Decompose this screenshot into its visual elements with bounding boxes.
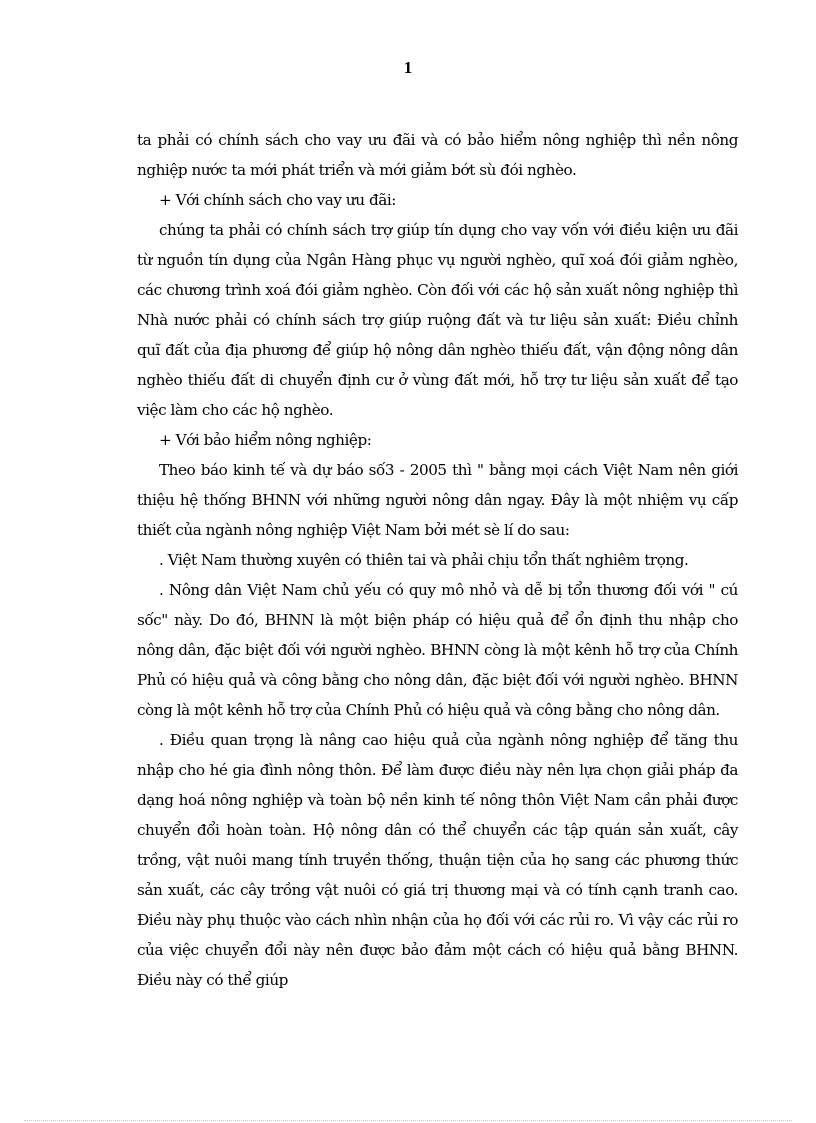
paragraph: . Việt Nam thường xuyên có thiên tai và phải chịu tổn thất nghiêm trọng. [159,551,689,569]
paragraph: + Với bảo hiểm nông nghiệp: [159,431,372,449]
paragraph: + Với chính sách cho vay ưu đãi: [159,191,396,209]
paragraph: . Điều quan trọng là nâng cao hiệu quả của ngành nông nghiệp để tăng thu nhập cho hé gia đình nông thôn. Để làm được điều này nên lựa chọn giải pháp đa dạng hoá nông nghiệp và toàn bộ nền kinh tế nông thôn Việt Nam cần phải được chuyển đổi hoàn toàn. Hộ nông dân có thể chuyển các tập quán sản xuất, cây trồng, vật nuôi mang tính truyền thống, thuận tiện của họ sang các phương thức sản xuất, các cây trồng vật nuôi có giá trị thương mại và có tính cạnh tranh cao. Điều này phụ thuộc vào cách nhìn nhận của họ đối với các rủi ro. Vì vậy các rủi ro của việc chuyển đổi này nên được bảo đảm một cách có hiệu quả bằng BHNN. Điều này có thể giúp [137,731,738,989]
paragraph: Theo báo kinh tế và dự báo số3 - 2005 thì " bằng mọi cách Việt Nam nên giới thiệu hệ thống BHNN với những người nông dân ngay. Đây là một nhiệm vụ cấp thiết của ngành nông nghiệp Việt Nam bởi mét sè lí do sau: [137,461,738,539]
paragraph: ta phải có chính sách cho vay ưu đãi và có bảo hiểm nông nghiệp thì nền nông nghiệp nước ta mới phát triển và mới giảm bớt sù đói nghèo. [137,131,738,179]
page-bottom-divider [24,1120,792,1121]
paragraph: . Nông dân Việt Nam chủ yếu có quy mô nhỏ và dễ bị tổn thương đối với " cú sốc" này. Do đó, BHNN là một biện pháp có hiệu quả để ổn định thu nhập cho nông dân, đặc biệt đối với người nghèo. BHNN còng là một kênh hỗ trợ của Chính Phủ có hiệu quả và công bằng cho nông dân, đặc biệt đối với người nghèo. BHNN còng là một kênh hỗ trợ của Chính Phủ có hiệu quả và công bằng cho nông dân. [137,581,738,719]
page-number: 1 [403,58,413,77]
document-body [137,125,738,995]
paragraph: chúng ta phải có chính sách trợ giúp tín dụng cho vay vốn với điều kiện ưu đãi từ nguồn tín dụng của Ngân Hàng phục vụ người nghèo, quĩ xoá đói giảm nghèo, các chương trình xoá đói giảm nghèo. Còn đối với các hộ sản xuất nông nghiệp thì Nhà nước phải có chính sách trợ giúp ruộng đất và tư liệu sản xuất: Điều chỉnh quĩ đất của địa phương để giúp hộ nông dân nghèo thiếu đất, vận động nông dân nghèo thiếu đất di chuyển định cư ở vùng đất mới, hỗ trợ tư liệu sản xuất để tạo việc làm cho các hộ nghèo. [137,221,738,419]
